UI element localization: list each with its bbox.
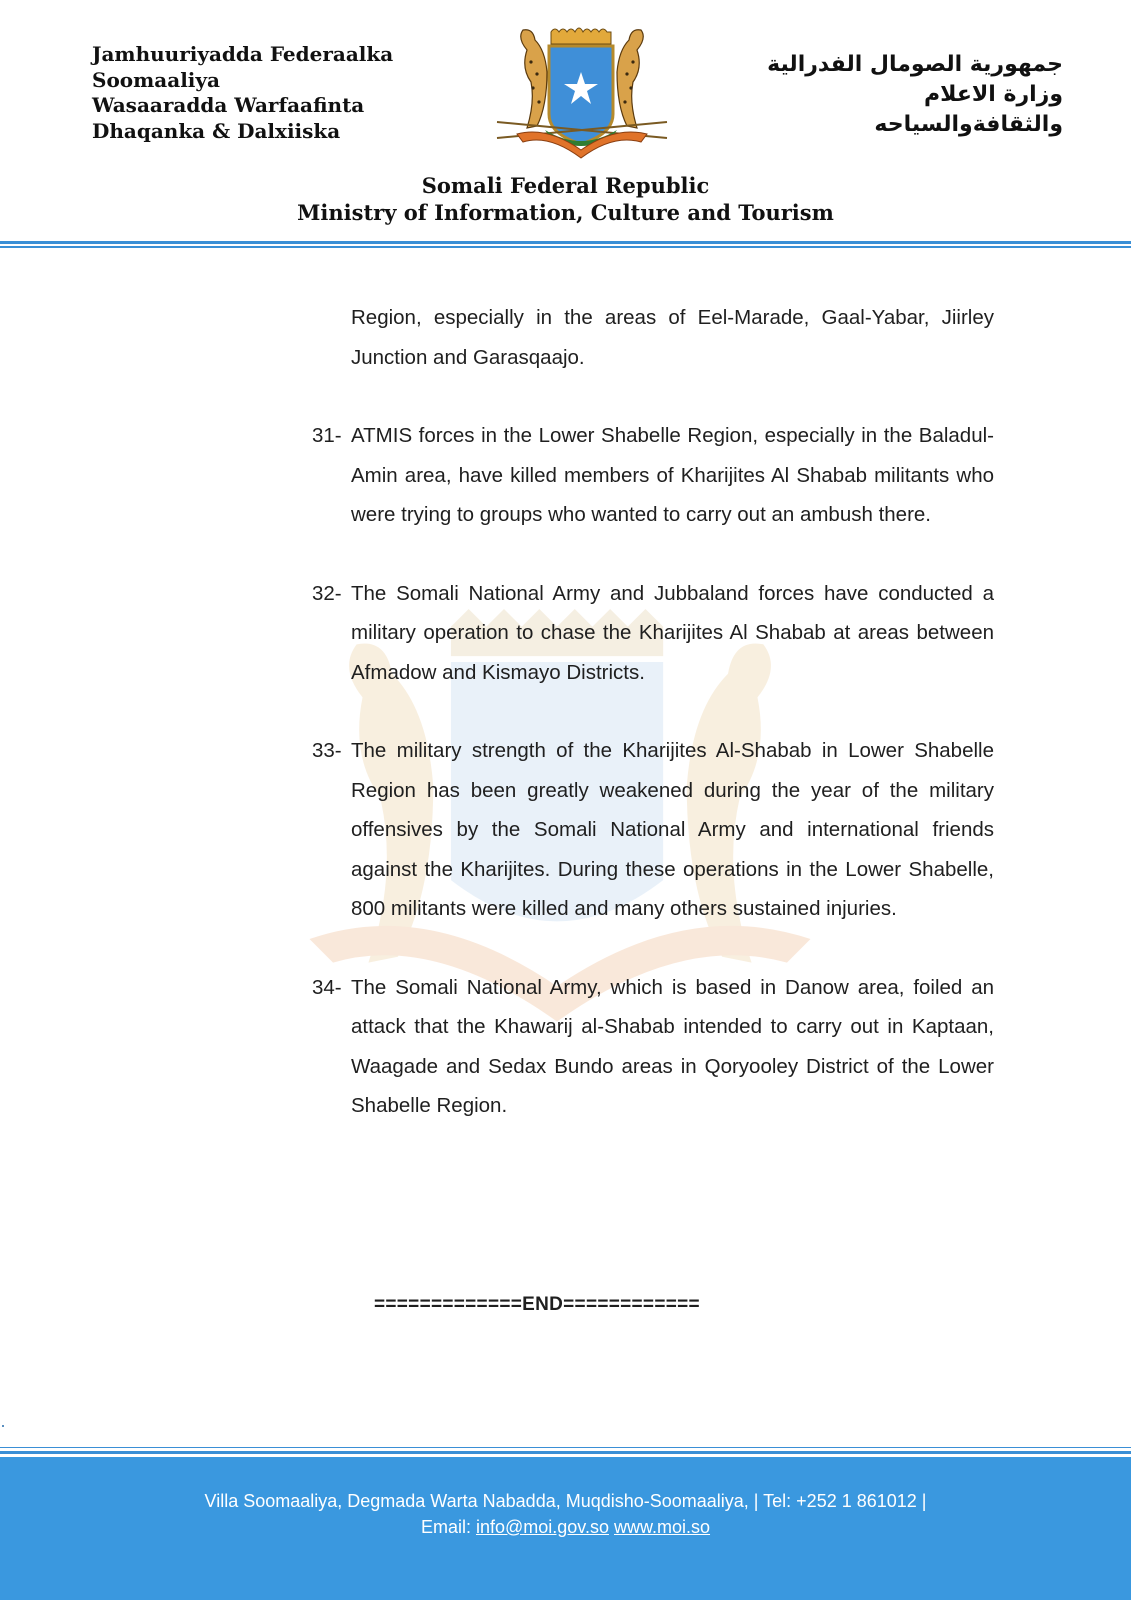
end-marker: =============END============ (374, 1294, 700, 1315)
footer-address: Villa Soomaaliya, Degmada Warta Nabadda, Muqdisho-Soomaaliya, | Tel: +252 1 861012 | (204, 1491, 927, 1511)
header-center-subtitle: Ministry of Information, Culture and Tourism (297, 200, 834, 225)
footer-divider (0, 1447, 1131, 1448)
header-left-line: Dhaqanka & Dalxiiska (92, 118, 341, 143)
list-item (312, 968, 994, 1126)
header-arabic-title (703, 50, 1063, 140)
continuation-paragraph: Region, especially in the areas of Eel-Marade, Gaal-Yabar, Jiirley Junction and Garasqaajo. (351, 306, 994, 369)
email-link[interactable]: info@moi.gov.so (475, 1517, 609, 1537)
header-right-line: والثقافةوالسياحه (874, 112, 1063, 137)
coat-of-arms-of-somalia-emblem (487, 22, 677, 162)
header-somali-title (92, 42, 472, 144)
header-left-line: Wasaaradda Warfaafinta (92, 93, 365, 117)
item-text: The military strength of the Kharijites Al-Shabab in Lower Shabelle Region has been greatly weakened during the year of the military offensives by the Somali National Army and international friends against the Kharijites. During these operations in the Lower Shabelle, 800 militants were killed and many others sustained injuries. (351, 739, 994, 920)
header-right-line: جمهورية الصومال الفدرالية (767, 52, 1063, 77)
item-number: 32- (312, 581, 342, 605)
list-item (312, 574, 994, 693)
stray-dot (2, 1425, 4, 1427)
header-left-line: Jamhuuriyadda Federaalka (92, 42, 394, 66)
item-number: 31- (312, 424, 342, 447)
list-item (312, 416, 994, 535)
item-text: The Somali National Army, which is based in Danow area, foiled an attack that the Khawarij al-Shabab intended to carry out in Kaptaan, Waagade and Sedax Bundo areas in Qoryooley District of the Lower Shabelle Region. (351, 975, 994, 1117)
footer-contact (0, 1488, 1131, 1540)
header-right-line: وزارة الاعلام (924, 82, 1063, 107)
footer-email-line (0, 1514, 1131, 1540)
footer-email-label: Email: (420, 1517, 471, 1537)
item-text: ATMIS forces in the Lower Shabelle Region, especially in the Baladul-Amin area, have killed members of Kharijites Al Shabab militants who were trying to groups who wanted to carry out an ambush there. (351, 424, 994, 526)
item-text: The Somali National Army and Jubbaland forces have conducted a military operation to chase the Kharijites Al Shabab at areas between Afmadow and Kismayo Districts. (351, 581, 994, 684)
press-release-body (312, 298, 994, 1165)
item-number: 34- (312, 975, 342, 999)
footer-divider (0, 1451, 1131, 1454)
website-link[interactable]: www.moi.so (614, 1517, 711, 1537)
header-divider (0, 241, 1131, 244)
header-divider (0, 246, 1131, 248)
header-left-line: Soomaaliya (92, 67, 220, 92)
header-center-title: Somali Federal Republic (421, 173, 710, 198)
item-number: 33- (312, 739, 342, 762)
list-item (312, 731, 994, 929)
header-english-title (0, 172, 1131, 226)
